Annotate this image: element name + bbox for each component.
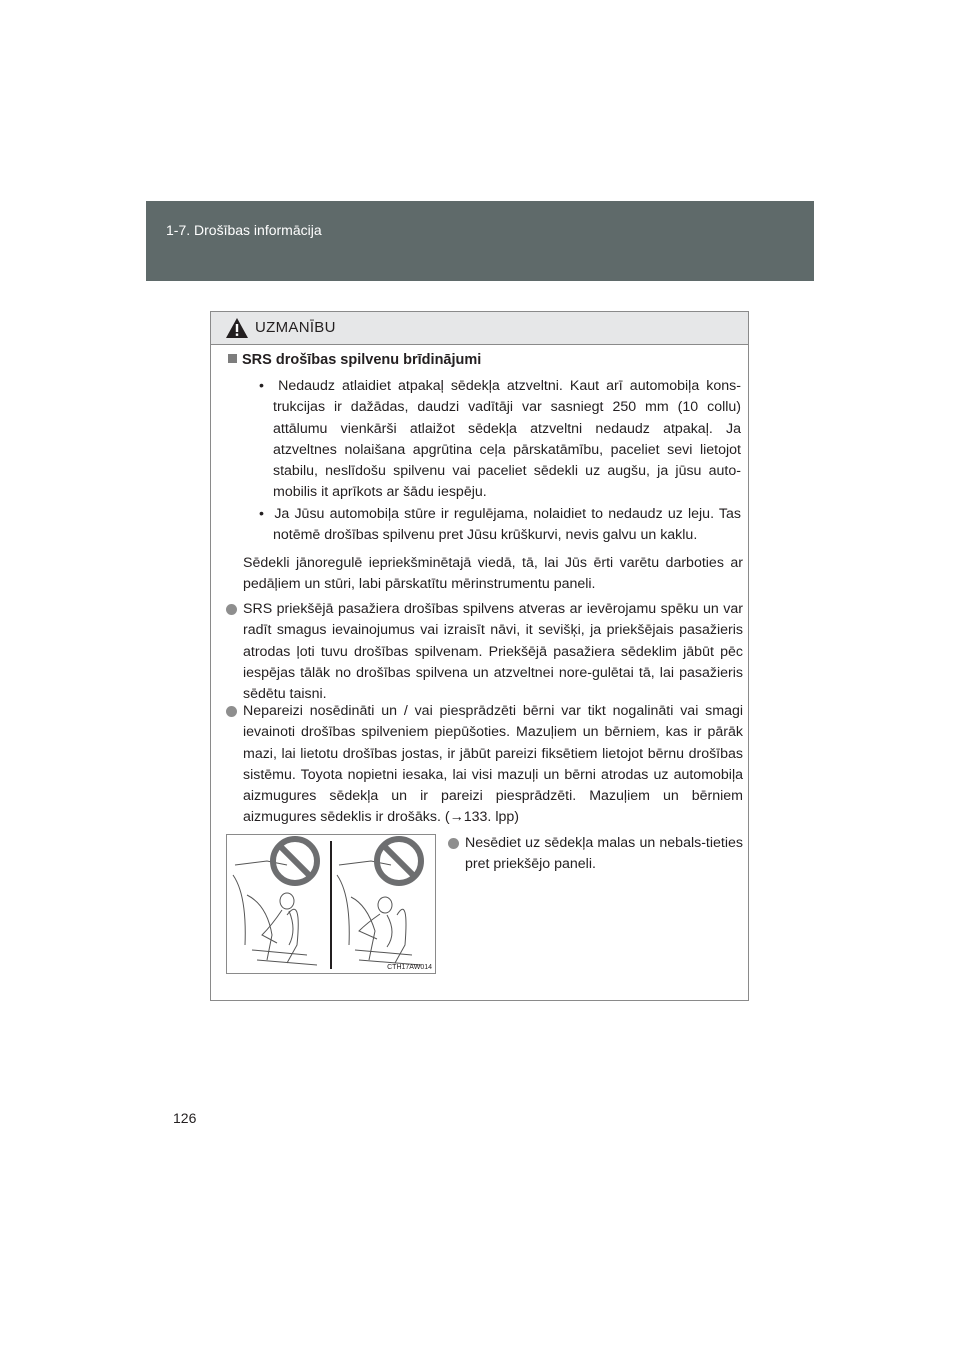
warning-box [210,311,749,1001]
image-code: CTH17AW014 [387,964,432,971]
square-bullet-icon [228,354,237,363]
prohibition-icon [377,839,421,883]
circle-point-text: Nesēdiet uz sēdekļa malas un nebals-tieties pret priekšējo paneli. [465,835,743,873]
bullet-text: Ja Jūsu automobiļa stūre ir regulējama, nolaidiet to nedaudz uz leju. Tas notēmē drošības spilvenu pret Jūsu krūškurvi, nevis galvu un kaklu. [273,506,742,544]
page-number: 126 [173,1110,197,1126]
seating-illustration [226,834,436,974]
circle-bullet-icon [226,706,237,717]
section-title: 1-7. Drošības informācija [166,222,322,238]
circle-point [448,833,743,876]
circle-bullet-icon [448,838,459,849]
illustration-drawing [227,835,435,973]
paragraph: Sēdekli jānoregulē iepriekšminētajā viedā, tā, lai Jūs ērti varētu darboties ar pedāļiem un stūri, labi pārskatītu mērinstrumentu paneli. [243,555,743,593]
warning-triangle-icon [225,317,249,339]
section-header-band [146,201,814,281]
circle-point-text: Nepareizi nosēdināti un / vai piesprādzēti bērni var tikt nogalināti vai smagi ievainoti drošības spilveniem piepūšoties. Mazuļiem un bērniem, kas ir pārāk mazi, lai lietotu drošības jostas, ir jābūt pareizi fiksētiem lietojot bērnu drošības sistēmu. Toyota nopietni iesaka, lai visi mazuļi un bērni atrodas uz automobiļa aizmugures sēdekļa un ir pareizi piesprādzēti. Mazuļiem un bērniem aizmugures sēdeklis ir drošāks. (→133. lpp) [243,703,743,826]
circle-point [226,599,743,705]
warning-heading [228,352,481,368]
circle-point [226,701,743,829]
bullet-text: Nedaudz atlaidiet atpakaļ sēdekļa atzveltni. Kaut arī automobiļa kons-trukcijas ir dažādas, daudzi vadītāji var sasniegt 250 mm (10 collu) attālumu vienkārši atlaižot sēdekļa atzveltni nedaudz atpakaļ. Ja atzveltnes nolaišana apgrūtina ceļa pārskatāmību, paceliet sevi lietojot stabilu, neslīdošu spilvenu vai paceliet sēdekli uz augšu, ja jūsu auto-mobilis it aprīkots ar šādu iespēju. [273,378,741,501]
prohibition-icon [273,839,317,883]
circle-point-text: SRS priekšējā pasažiera drošības spilvens atveras ar ievērojamu spēku un var radīt smagus ievainojumus vai izraisīt nāvi, it sevišķi, ja priekšējais pasažieris atrodas ļoti tuvu drošības spilvenam. Priekšējā pasažiera sēdeklim jābūt pēc iespējas tālāk no drošības spilvena un atzveltnei nore-gulētai tā, lai pasažieris sēdētu taisni. [243,601,743,703]
warning-title: UZMANĪBU [255,319,336,336]
circle-bullet-icon [226,604,237,615]
bullet-item: • Nedaudz atlaidiet atpakaļ sēdekļa atzveltni. Kaut arī automobiļa kons-trukcijas ir dažādas, daudzi vadītāji var sasniegt 250 mm (10 collu) attālumu vienkārši atlaižot sēdekļa atzveltni nedaudz atpakaļ. Ja atzveltnes nolaišana apgrūtina ceļa pārskatāmību, paceliet sevi lietojot stabilu, neslīdošu spilvenu vai paceliet sēdekli uz augšu, ja jūsu auto-mobilis it aprīkots ar šādu iespēju. [259,378,741,501]
warning-header [211,312,748,345]
warning-heading-text: SRS drošības spilvenu brīdinājumi [242,352,482,368]
bullet-item: • Ja Jūsu automobiļa stūre ir regulējama, nolaidiet to nedaudz uz leju. Tas notēmē drošības spilvenu pret Jūsu krūškurvi, nevis galvu un kaklu. [259,506,742,544]
